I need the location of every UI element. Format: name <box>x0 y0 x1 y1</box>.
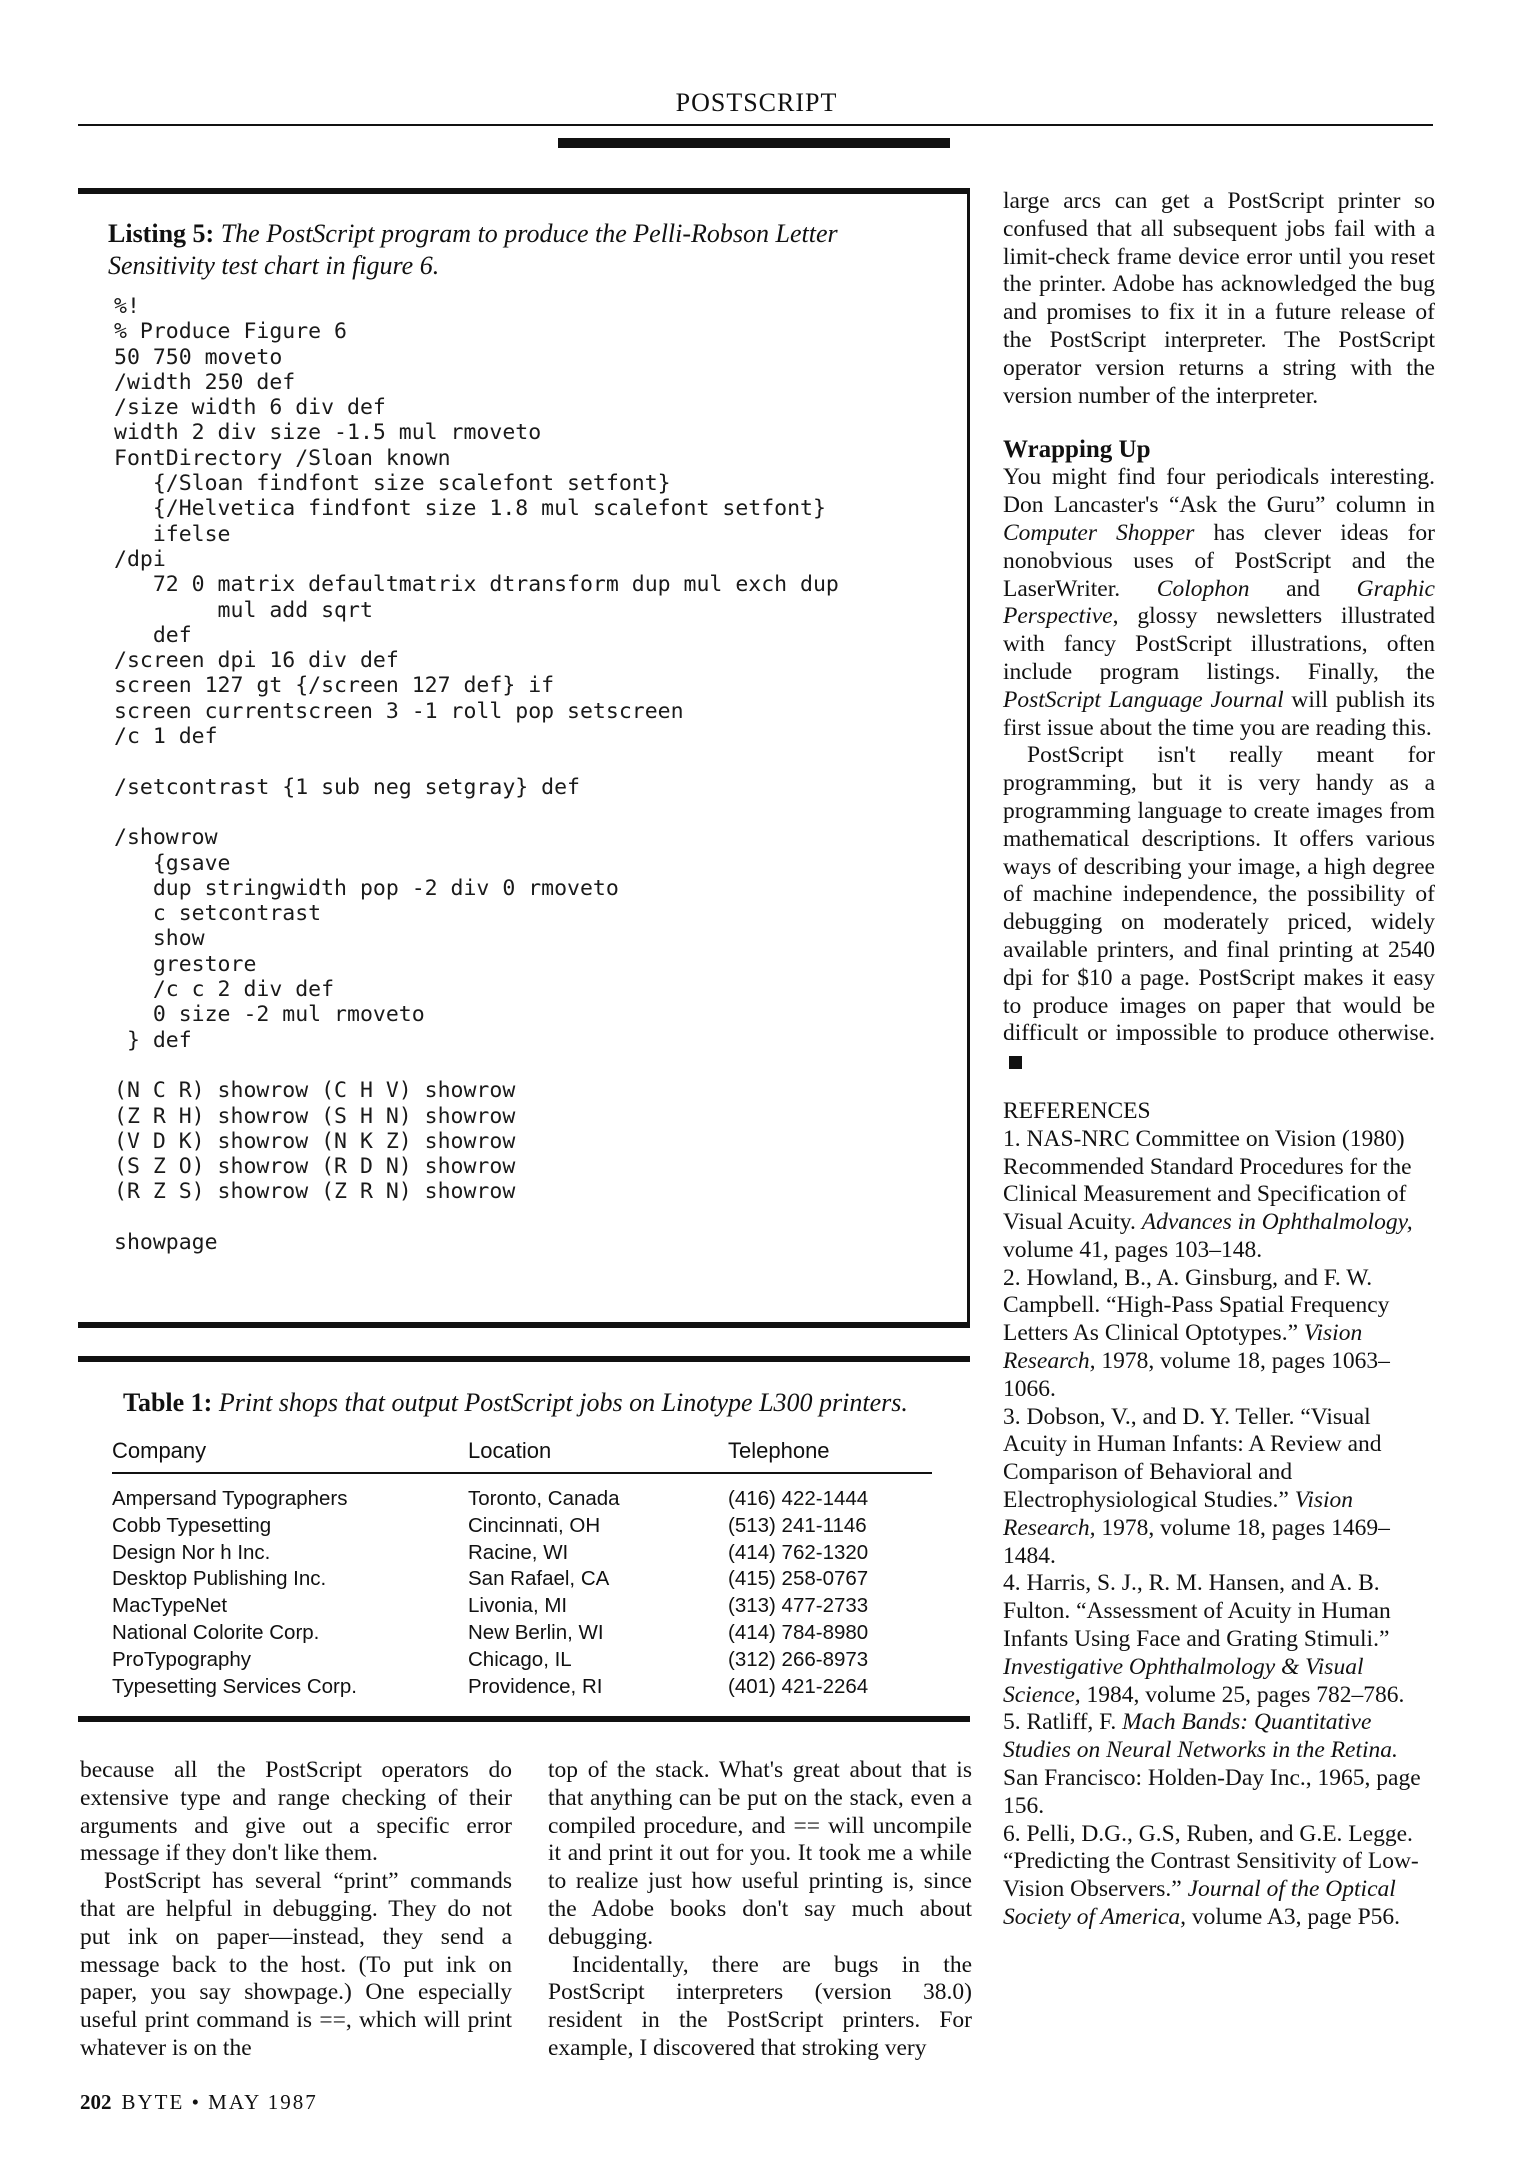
text-run-italic: Graphic Perspective <box>1003 575 1435 630</box>
reference-item <box>1003 1570 1435 1709</box>
paragraph <box>1003 464 1435 742</box>
cell-telephone: (313) 477-2733 <box>728 1594 869 1618</box>
paragraph: top of the stack. What's great about that is that anything can be put on the stack, even a compiled procedure, and == will uncompile it and print it out for you. It took me a while to realize just how useful printing is, since the Adobe books don't say much about debugging. <box>548 1757 972 1950</box>
table-body <box>112 1486 932 1700</box>
text-run: 4. Harris, S. J., R. M. Hansen, and A. B. Fulton. “Assessment of Acuity in Human Infants Using Face and Grating Stimuli.” <box>1003 1570 1391 1653</box>
text-run: PostScript isn't really meant for programming, but it is very handy as a programming language to create images from mathematical descriptions. It offers various ways of describing your image, a high degree of machine independence, the possibility of debugging on moderately priced, widely available printers, and final printing at 2540 dpi for $10 a page. PostScript makes it easy to produce images on paper that would be difficult or impossible to produce otherwise. <box>1003 742 1435 1047</box>
cell-company: Desktop Publishing Inc. <box>112 1567 327 1591</box>
text-run: 1. NAS-NRC Committee on Vision (1980) Recommended Standard Procedures for the Clinical Measurement and Specification of Visual Acuity. <box>1003 1125 1412 1236</box>
cell-location: Cincinnati, OH <box>468 1513 601 1537</box>
header-telephone: Telephone <box>728 1438 830 1463</box>
paragraph: PostScript has several “print” commands that are helpful in debugging. They do not put ink on paper—instead, they send a message back to the host. (To put ink on paper, you say showpage.) One especially useful print command is ==, which will print whatever is on the <box>80 1868 512 2061</box>
table-caption <box>123 1388 908 1418</box>
listing-caption <box>108 218 928 282</box>
header-location: Location <box>468 1438 552 1463</box>
table-label: Table 1: <box>123 1388 213 1417</box>
running-head: POSTSCRIPT <box>675 88 838 117</box>
text-run-italic: Vision Research, <box>1003 1320 1363 1375</box>
paragraph: because all the PostScript operators do extensive type and range checking of their arguments and give out a specific error message if they don't like them. <box>80 1757 512 1867</box>
cell-company: National Colorite Corp. <box>112 1620 320 1644</box>
listing-caption-text: The PostScript program to produce the Pelli-Robson Letter Sensitivity test chart in figure 6. <box>108 219 838 280</box>
text-run-italic: Investigative Ophthalmology & Visual Science, <box>1003 1653 1364 1708</box>
cell-telephone: (513) 241-1146 <box>728 1513 867 1537</box>
cell-telephone: (415) 258-0767 <box>728 1567 869 1591</box>
table-header <box>112 1438 932 1474</box>
body-column-right <box>1003 188 1435 1932</box>
cell-telephone: (414) 784-8980 <box>728 1620 869 1644</box>
cell-location: Chicago, IL <box>468 1647 572 1671</box>
cell-company: Design Nor h Inc. <box>112 1540 271 1564</box>
table-row <box>112 1620 932 1647</box>
cell-location: Livonia, MI <box>468 1594 568 1618</box>
paragraph: Incidentally, there are bugs in the PostScript interpreters (version 38.0) resident in the PostScript printers. For example, I discovered that stroking very <box>548 1951 972 2061</box>
text-run-italic: PostScript Language Journal <box>1003 686 1284 713</box>
reference-item <box>1003 1126 1435 1265</box>
text-run: You might find four periodicals interesting. Don Lancaster's “Ask the Guru” column in <box>1003 464 1435 519</box>
cell-company: Ampersand Typographers <box>112 1487 348 1510</box>
text-run: 1978, volume 18, pages 1469–1484. <box>1003 1514 1390 1569</box>
reference-item <box>1003 1821 1435 1932</box>
section-heading: Wrapping Up <box>1003 436 1151 464</box>
table-row <box>112 1540 932 1567</box>
listing-code: %! % Produce Figure 6 50 750 moveto /width 250 def /size width 6 div def width 2 div size -1.5 mul rmoveto FontDirectory /Sloan known {/Sloan findfont size scalefont setfont} {/Helvetica findfont size 1.8 mul scalefont setfont} ifelse /dpi 72 0 matrix defaultmatrix dtransform dup mul exch dup mul add sqrt def /screen dpi 16 div def screen 127 gt {/screen 127 def} if screen currentscreen 3 -1 roll pop setscreen /c 1 def /setcontrast {1 sub neg setgray} def /showrow {gsave dup stringwidth pop -2 div 0 rmoveto c setcontrast show grestore /c c 2 div def 0 size -2 mul rmoveto } def (N C R) showrow (C H V) showrow (Z R H) showrow (S H N) showrow (V D K) showrow (N K Z) showrow (S Z O) showrow (R D N) showrow (R Z S) showrow (Z R N) showrow showpage <box>114 294 839 1255</box>
table-row <box>112 1674 932 1701</box>
text-run-italic: Journal of the Optical Society of America, <box>1003 1876 1396 1931</box>
header-rule <box>78 124 1433 126</box>
text-run-italic: Vision Research, <box>1003 1487 1354 1541</box>
cell-company: MacTypeNet <box>112 1594 228 1618</box>
folio-text: BYTE • MAY 1987 <box>121 2090 318 2114</box>
paragraph <box>1003 742 1435 1076</box>
text-run-italic: Colophon <box>1156 575 1250 602</box>
references-title: REFERENCES <box>1003 1097 1151 1124</box>
text-run: 5. Ratliff, F. <box>1003 1709 1123 1736</box>
text-run: 1984, volume 25, pages 782–786. <box>1080 1681 1405 1708</box>
body-column-left <box>80 1757 512 2063</box>
listing-label: Listing 5: <box>108 219 215 248</box>
cell-location: San Rafael, CA <box>468 1567 610 1591</box>
table-caption-text: Print shops that output PostScript jobs on Linotype L300 printers. <box>218 1388 908 1417</box>
cell-location: New Berlin, WI <box>468 1620 604 1644</box>
cell-telephone: (416) 422-1444 <box>728 1487 869 1510</box>
cell-location: Toronto, Canada <box>468 1487 620 1510</box>
text-run: and <box>1249 575 1357 602</box>
text-run: has clever ideas for nonobvious uses of PostScript and the LaserWriter. <box>1003 519 1435 602</box>
text-run: volume 41, pages 103–148. <box>1003 1236 1263 1263</box>
cell-telephone: (414) 762-1320 <box>728 1540 869 1564</box>
text-run: 3. Dobson, V., and D. Y. Teller. “Visual Acuity in Human Infants: A Review and Comparison of Behavioral and Electrophysiological Studies.” <box>1003 1403 1382 1514</box>
header-company: Company <box>112 1438 207 1463</box>
cell-telephone: (312) 266-8973 <box>728 1647 869 1671</box>
cell-company: Typesetting Services Corp. <box>112 1674 357 1698</box>
reference-item <box>1003 1709 1435 1820</box>
header-bar <box>558 138 950 148</box>
references-list <box>1003 1126 1435 1932</box>
table-row <box>112 1593 932 1620</box>
text-run-italic: Advances in Ophthalmology, <box>1141 1209 1413 1236</box>
page-number: 202 <box>80 2090 112 2114</box>
cell-company: Cobb Typesetting <box>112 1513 272 1537</box>
table-row <box>112 1647 932 1674</box>
table-row <box>112 1566 932 1593</box>
text-run: San Francisco: Holden-Day Inc., 1965, page 156. <box>1003 1765 1421 1819</box>
page-folio <box>80 2090 318 2115</box>
table-row <box>112 1513 932 1540</box>
text-run: 1978, volume 18, pages 1063–1066. <box>1003 1348 1390 1402</box>
cell-company: ProTypography <box>112 1647 252 1671</box>
text-run: 2. Howland, B., A. Ginsburg, and F. W. Campbell. “High-Pass Spatial Frequency Letters As Clinical Optotypes.” <box>1003 1264 1390 1347</box>
cell-location: Providence, RI <box>468 1674 603 1698</box>
text-run: will publish its first issue about the time you are reading this. <box>1003 686 1435 741</box>
reference-item <box>1003 1404 1435 1571</box>
listing-box <box>78 188 970 1328</box>
table-box <box>78 1356 970 1722</box>
text-run: 6. Pelli, D.G., G.S, Ruben, and G.E. Legge. “Predicting the Contrast Sensitivity of Low-Vision Observers.” <box>1003 1820 1419 1903</box>
cell-telephone: (401) 421-2264 <box>728 1674 869 1698</box>
text-run: , glossy newsletters illustrated with fancy PostScript illustrations, often include program listings. Finally, the <box>1003 603 1435 685</box>
body-column-middle <box>548 1757 972 2063</box>
table-row <box>112 1486 932 1513</box>
text-run-italic: Computer Shopper <box>1003 519 1195 546</box>
cell-location: Racine, WI <box>468 1540 569 1564</box>
reference-item <box>1003 1265 1435 1404</box>
text-run: volume A3, page P56. <box>1185 1904 1401 1931</box>
end-mark-icon <box>1009 1056 1022 1069</box>
text-run-italic: Mach Bands: Quantitative Studies on Neural Networks in the Retina. <box>1003 1709 1398 1764</box>
paragraph: large arcs can get a PostScript printer so confused that all subsequent jobs fail with a limit-check frame device error until you reset the printer. Adobe has acknowledged the bug and promises to fix it in a future release of the PostScript interpreter. The PostScript operator version returns a string with the version number of the interpreter. <box>1003 188 1435 409</box>
